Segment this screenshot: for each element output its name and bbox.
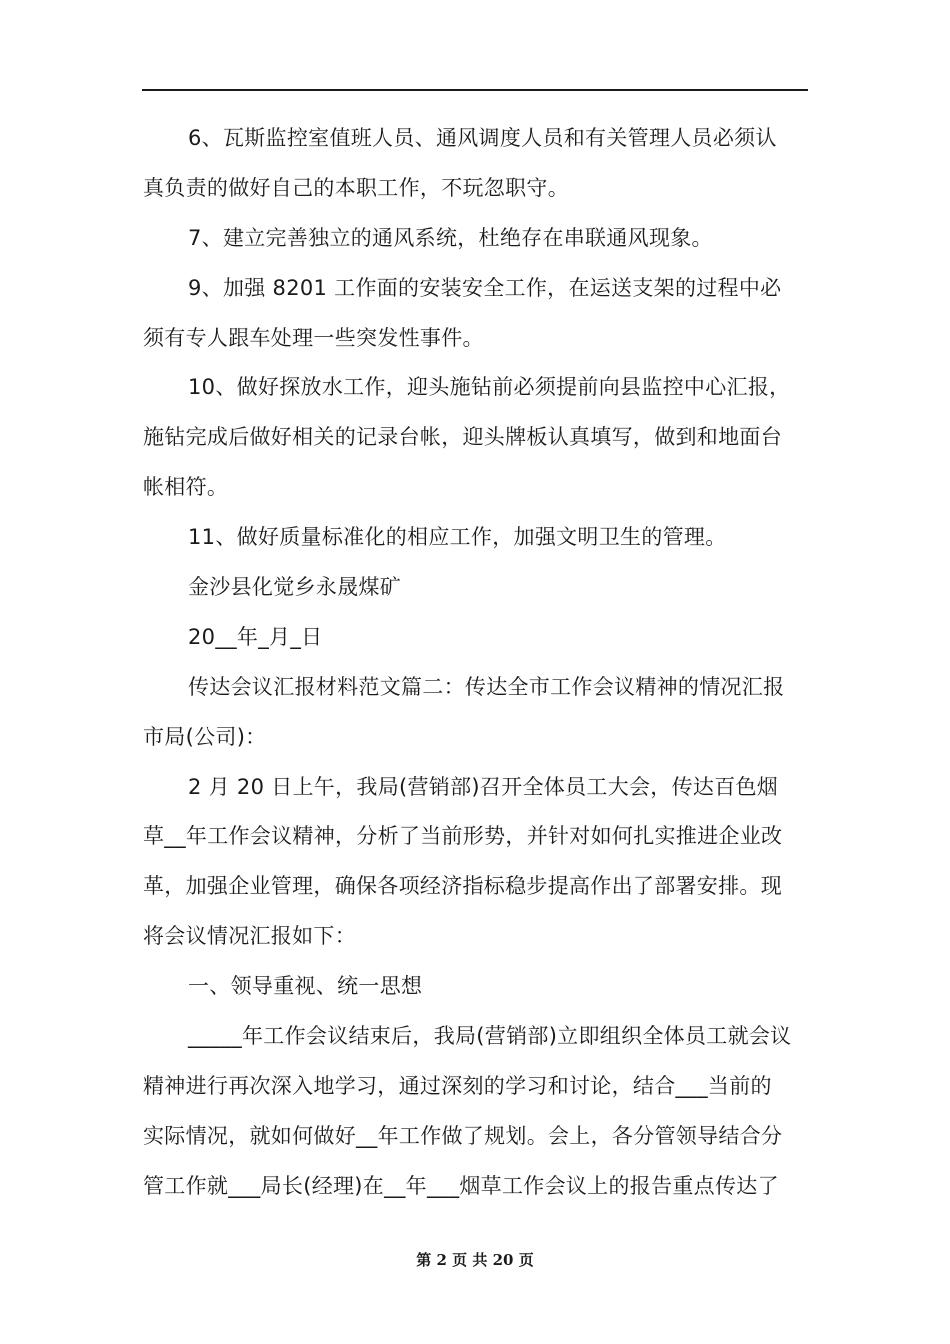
text-line: 帐相符。 — [143, 475, 229, 500]
text-line: 2 月 20 日上午，我局(营销部)召开全体员工大会，传达百色烟 — [188, 774, 779, 799]
text-line: 草__年工作会议精神，分析了当前形势，并针对如何扎实推进企业改 — [143, 824, 783, 849]
text-line: 管工作就___局长(经理)在__年___烟草工作会议上的报告重点传达了 — [143, 1173, 779, 1198]
text-line: 11、做好质量标准化的相应工作，加强文明卫生的管理。 — [188, 525, 727, 550]
text-line: 9、加强 8201 工作面的安装安全工作，在运送支架的过程中必 — [188, 275, 782, 300]
text-line: 真负责的做好自己的本职工作，不玩忽职守。 — [143, 175, 569, 200]
text-line: 精神进行再次深入地学习，通过深刻的学习和讨论，结合___当前的 — [143, 1073, 772, 1098]
text-line: 革，加强企业管理，确保各项经济指标稳步提高作出了部署安排。现 — [143, 874, 782, 899]
text-line: 实际情况，就如何做好__年工作做了规划。会上，各分管领导结合分 — [143, 1123, 783, 1148]
signature-date: 20__年_月_日 — [188, 624, 323, 649]
text-line: 10、做好探放水工作，迎头施钻前必须提前向县监控中心汇报， — [188, 375, 791, 400]
header-rule — [142, 89, 808, 91]
signature-org: 金沙县化觉乡永晟煤矿 — [188, 575, 401, 600]
page-number: 第 2 页 共 20 页 — [416, 1251, 534, 1269]
salutation: 市局(公司)： — [143, 724, 267, 749]
subheading: 一、领导重视、统一思想 — [188, 974, 423, 999]
text-line: 7、建立完善独立的通风系统，杜绝存在串联通风现象。 — [188, 225, 713, 250]
text-line: 须有专人跟车处理一些突发性事件。 — [143, 325, 484, 350]
text-line: _____年工作会议结束后，我局(营销部)立即组织全体员工就会议 — [188, 1024, 792, 1049]
section-title: 传达会议汇报材料范文篇二：传达全市工作会议精神的情况汇报 — [188, 674, 785, 699]
text-line: 将会议情况汇报如下： — [143, 924, 356, 949]
text-line: 施钻完成后做好相关的记录台帐，迎头牌板认真填写，做到和地面台 — [143, 425, 782, 450]
text-line: 6、瓦斯监控室值班人员、通风调度人员和有关管理人员必须认 — [188, 126, 777, 150]
document-body — [143, 114, 809, 1212]
